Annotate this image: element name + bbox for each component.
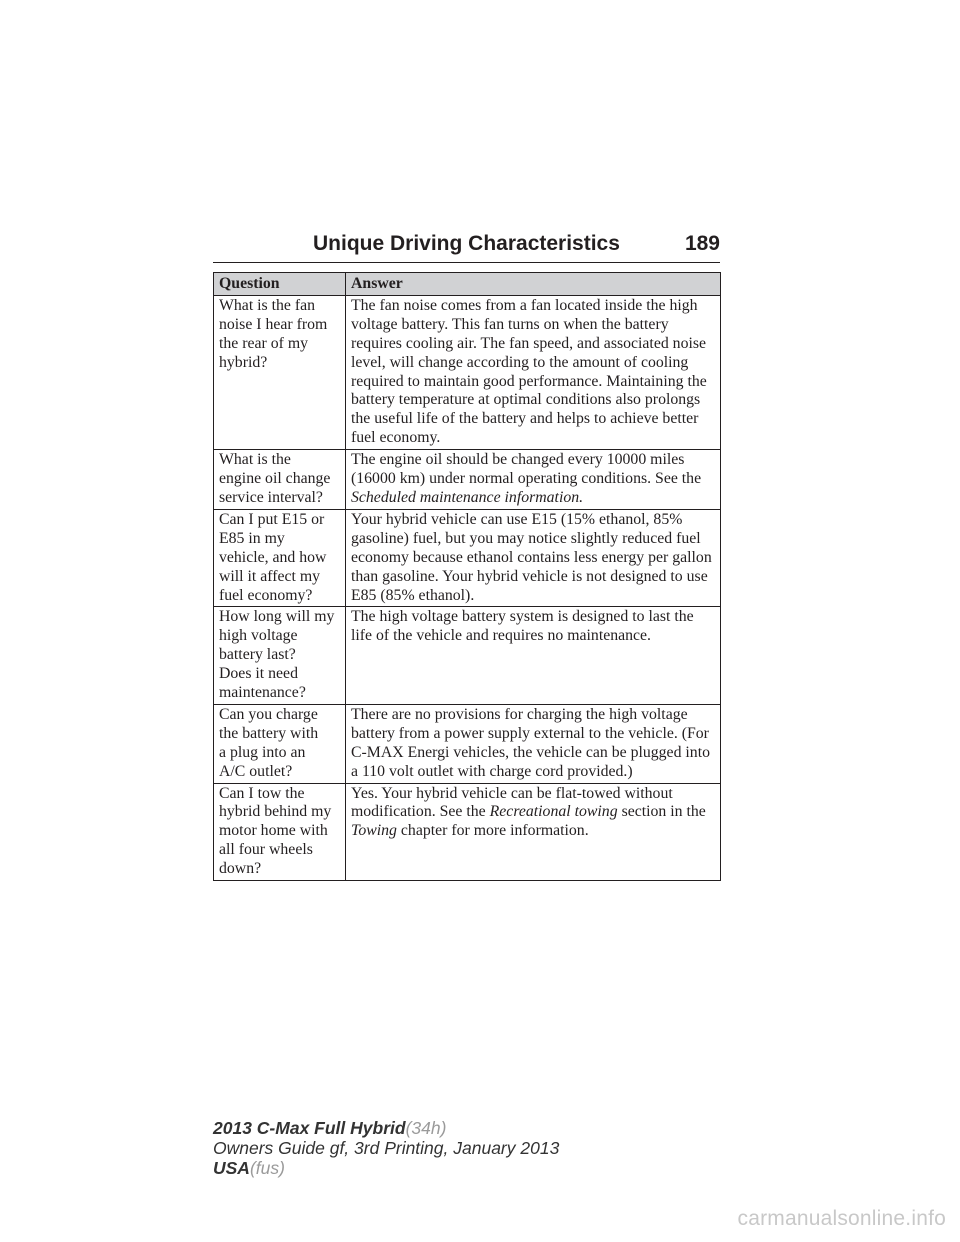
question-cell: What is the engine oil change service interval? (214, 450, 346, 510)
answer-cell (346, 509, 721, 607)
section-title: Unique Driving Characteristics (313, 232, 620, 255)
footer-market: USA (213, 1158, 250, 1178)
answer-text: chapter for more information. (400, 822, 589, 840)
page-header (213, 228, 720, 263)
answer-text: There are no provisions for charging the high voltage battery from a power supply external to the vehicle. (For C-MAX Energi vehicles, the vehicle can be plugged into a 110 volt outlet with charge cord provided.) (351, 705, 710, 780)
answer-cell (346, 783, 721, 881)
question-cell: Can I put E15 or E85 in my vehicle, and how will it affect my fuel economy? (214, 509, 346, 607)
table-row (214, 295, 721, 449)
table-row (214, 607, 721, 705)
question-cell: Can I tow the hybrid behind my motor home with all four wheels down? (214, 783, 346, 881)
answer-text: section in the (621, 803, 706, 821)
answer-cell (346, 704, 721, 783)
table-row (214, 783, 721, 881)
question-cell: How long will my high voltage battery last? Does it need maintenance? (214, 607, 346, 705)
table-row (214, 704, 721, 783)
faq-table (213, 272, 721, 881)
column-header-answer: Answer (346, 273, 721, 296)
question-cell: What is the fan noise I hear from the rear of my hybrid? (214, 295, 346, 449)
footer-line-2: Owners Guide gf, 3rd Printing, January 2013 (213, 1138, 560, 1158)
footer-line-1 (213, 1118, 559, 1138)
answer-text: Yes. Your hybrid vehicle can be flat-towed without modification. See the (351, 784, 673, 821)
table-row (214, 450, 721, 510)
answer-text: The fan noise comes from a fan located inside the high voltage battery. This fan turns on when the battery requires cooling air. The fan speed, and associated noise level, will change according to the amount of cooling required to maintain good performance. Maintaining the battery temperature at optimal conditions also prolongs the useful life of the battery and helps to achieve better fuel economy. (351, 296, 707, 447)
watermark: carmanualsonline.info (737, 1207, 946, 1230)
table-row (214, 509, 721, 607)
page-number: 189 (684, 232, 720, 255)
document-footer (213, 1118, 559, 1178)
question-cell: Can you charge the battery with a plug into an A/C outlet? (214, 704, 346, 783)
answer-text: Your hybrid vehicle can use E15 (15% ethanol, 85% gasoline) fuel, but you may notice slightly reduced fuel economy because ethanol contains less energy per gallon than gasoline. Your hybrid vehicle is not designed to use E85 (85% ethanol). (351, 510, 712, 604)
table-header-row (214, 273, 721, 296)
answer-cell (346, 607, 721, 705)
reference-text: Recreational towing (489, 803, 618, 821)
footer-line-3 (213, 1158, 559, 1178)
footer-model: 2013 C-Max Full Hybrid (213, 1118, 406, 1138)
footer-market-code: (fus) (249, 1158, 285, 1178)
reference-text: Towing (351, 822, 397, 840)
footer-model-code: (34h) (405, 1118, 447, 1138)
column-header-question: Question (214, 273, 346, 296)
table-body (214, 295, 721, 880)
answer-cell (346, 450, 721, 510)
answer-text: The high voltage battery system is designed to last the life of the vehicle and requires no maintenance. (351, 608, 694, 645)
answer-text: The engine oil should be changed every 10000 miles (16000 km) under normal operating conditions. See the (351, 451, 702, 488)
reference-text: Scheduled maintenance information. (351, 488, 584, 506)
answer-cell (346, 295, 721, 449)
